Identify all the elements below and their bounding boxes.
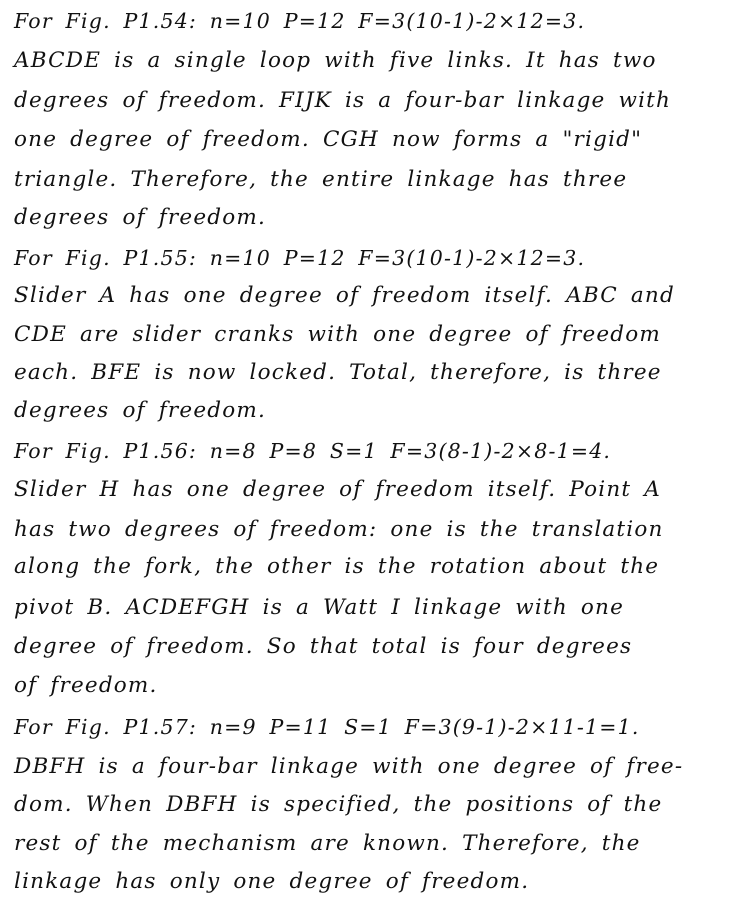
- text-line: degrees of freedom. FIJK is a four-bar linkage with: [14, 88, 672, 113]
- text-line: Slider H has one degree of freedom itself. Point A: [14, 477, 661, 502]
- text-line: degrees of freedom.: [14, 205, 266, 230]
- text-line: of freedom.: [14, 673, 158, 698]
- text-line: CDE are slider cranks with one degree of freedom: [14, 322, 662, 347]
- text-line: one degree of freedom. CGH now forms a "rigid": [14, 127, 643, 152]
- text-line: For Fig. P1.56: n=8 P=8 S=1 F=3(8-1)-2×8-1=4.: [14, 439, 612, 463]
- text-line: linkage has only one degree of freedom.: [14, 869, 530, 894]
- text-line: triangle. Therefore, the entire linkage has three: [14, 167, 628, 192]
- text-line: Slider A has one degree of freedom itself. ABC and: [14, 283, 675, 308]
- text-line: DBFH is a four-bar linkage with one degree of free-: [14, 754, 684, 779]
- text-line: rest of the mechanism are known. Therefore, the: [14, 831, 641, 856]
- text-line: along the fork, the other is the rotation about the: [14, 554, 660, 579]
- text-line: degrees of freedom.: [14, 398, 266, 423]
- text-line: For Fig. P1.54: n=10 P=12 F=3(10-1)-2×12=3.: [14, 9, 586, 33]
- text-line: pivot B. ACDEFGH is a Watt I linkage with one: [14, 595, 625, 620]
- text-line: has two degrees of freedom: one is the translation: [14, 517, 664, 542]
- text-line: dom. When DBFH is specified, the positions of the: [14, 792, 663, 817]
- text-line: each. BFE is now locked. Total, therefore, is three: [14, 360, 662, 385]
- text-line: For Fig. P1.55: n=10 P=12 F=3(10-1)-2×12=3.: [14, 246, 586, 270]
- text-line: ABCDE is a single loop with five links. It has two: [14, 48, 657, 73]
- text-line: For Fig. P1.57: n=9 P=11 S=1 F=3(9-1)-2×11-1=1.: [14, 715, 640, 739]
- text-line: degree of freedom. So that total is four degrees: [14, 634, 633, 659]
